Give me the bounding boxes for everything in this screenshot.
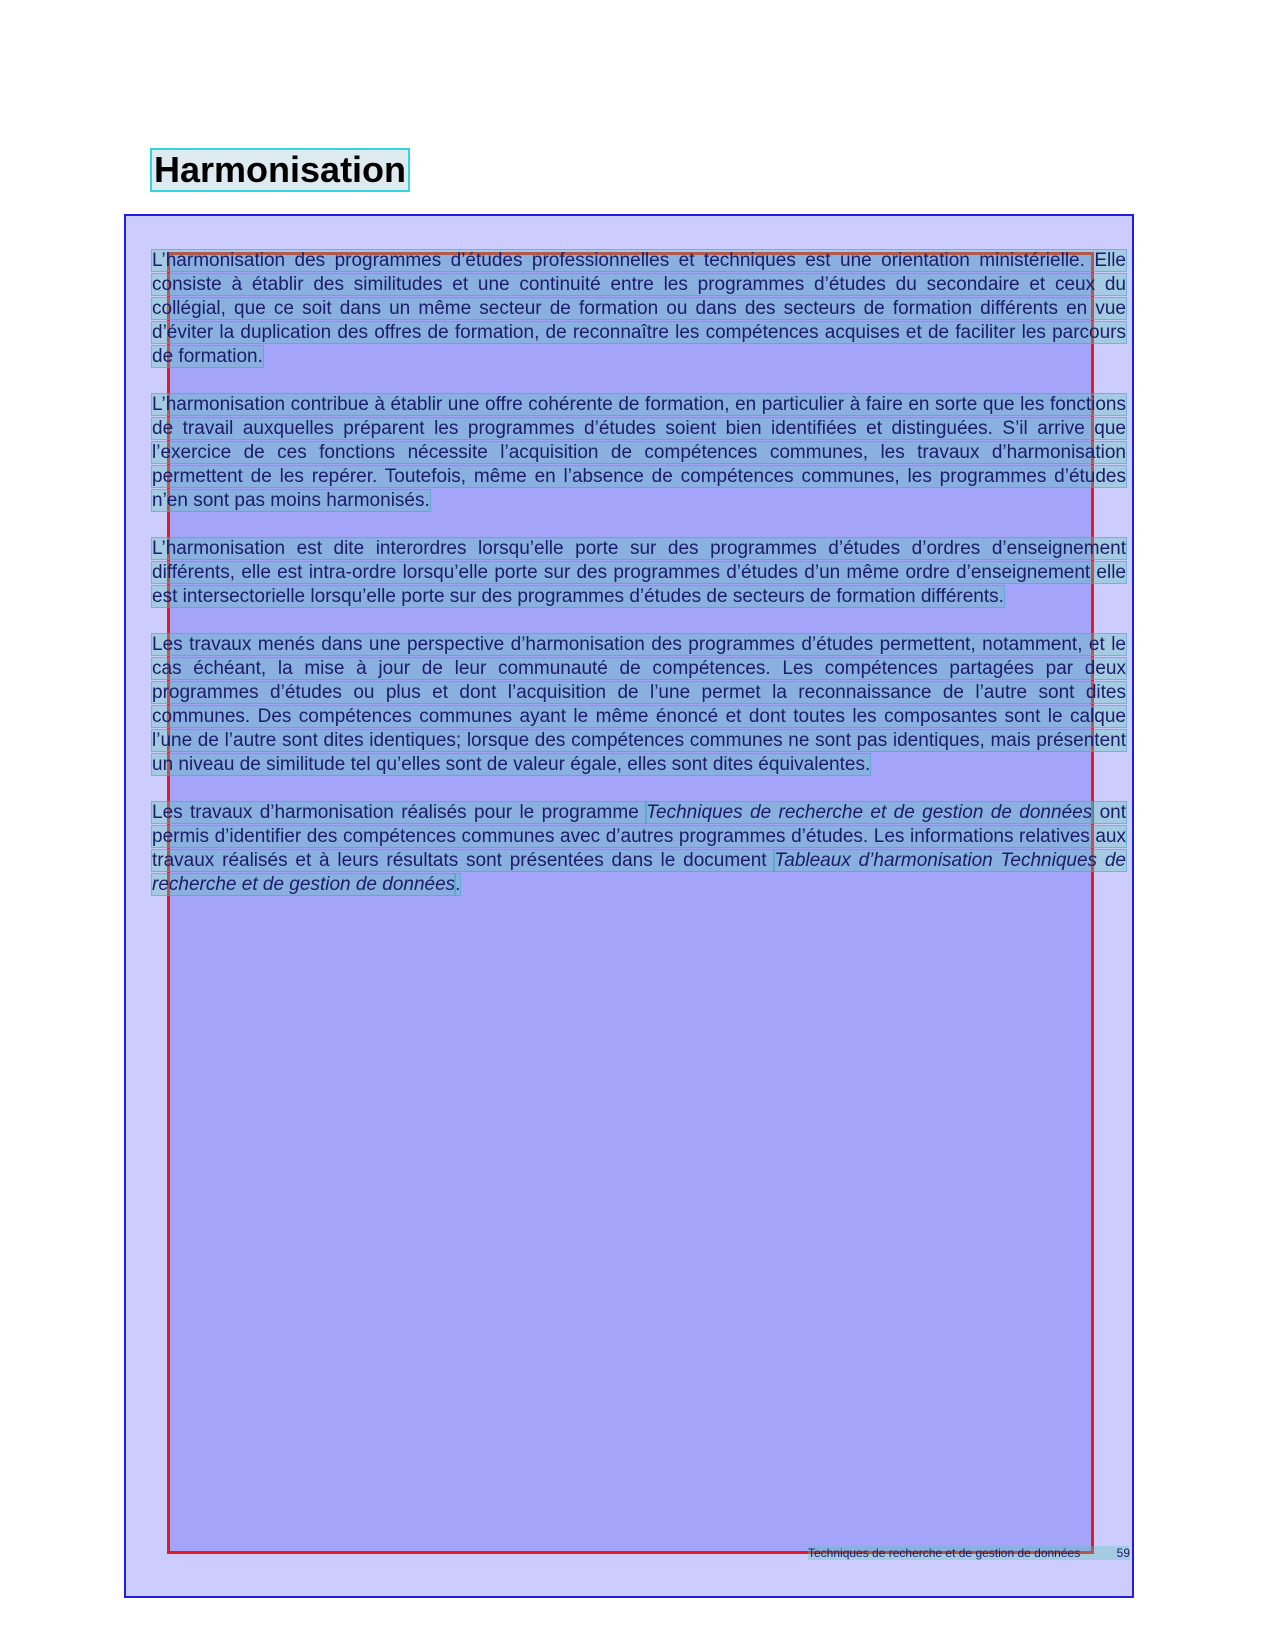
page-title: Harmonisation bbox=[154, 149, 407, 190]
body-text bbox=[152, 249, 1126, 921]
paragraph-5-text-middle: ont permis d’identifier des compétences communes avec d’autres programmes d’études. Les informations relatives aux travaux réalisés et à leurs résultats sont présentées dans le document bbox=[152, 802, 1126, 871]
paragraph-5-text-end: . bbox=[455, 874, 461, 895]
paragraph-1 bbox=[152, 249, 1126, 369]
footer-program-name: Techniques de recherche et de gestion de données bbox=[808, 1546, 1081, 1560]
paragraph-2-text: L’harmonisation contribue à établir une offre cohérente de formation, en particulier à faire en sorte que les fonctions de travail auxquelles préparent les programmes d’études soient bien identifiées et distinguées. S’il arrive que l’exercice de ces fonctions nécessite l’acquisition de compétences communes, les travaux d’harmonisation permettent de les repérer. Toutefois, même en l’absence de compétences communes, les programmes d’études n’en sont pas moins harmonisés. bbox=[152, 394, 1126, 511]
paragraph-3-text: L’harmonisation est dite interordres lorsqu’elle porte sur des programmes d’études d’ordres d’enseignement différents, elle est intra-ordre lorsqu’elle porte sur des programmes d’études d’un même ordre d’enseignement elle est intersectorielle lorsqu’elle porte sur des programmes d’études de secteurs de formation différents. bbox=[152, 538, 1126, 607]
page-footer bbox=[808, 1546, 1130, 1560]
paragraph-4 bbox=[152, 633, 1126, 777]
paragraph-2 bbox=[152, 393, 1126, 513]
harmonisation-tables-title-italic: Tableaux d’harmonisation Techniques de recherche et de gestion de données bbox=[152, 850, 1126, 895]
program-title-italic: Techniques de recherche et de gestion de données bbox=[646, 802, 1093, 823]
footer-page-number: 59 bbox=[1116, 1546, 1130, 1560]
paragraph-5-text-start: Les travaux d’harmonisation réalisés pour le programme bbox=[152, 802, 647, 823]
paragraph-3 bbox=[152, 537, 1126, 609]
paragraph-5 bbox=[152, 801, 1126, 897]
paragraph-4-text: Les travaux menés dans une perspective d’harmonisation des programmes d’études permettent, notamment, et le cas échéant, la mise à jour de leur communauté de compétences. Les compétences partagées par deux programmes d’études ou plus et dont l’acquisition de l’une permet la reconnaissance de l’autre sont dites communes. Des compétences communes ayant le même énoncé et dont toutes les composantes sont le calque l’une de l’autre sont dites identiques; lorsque des compétences communes ne sont pas identiques, mais présentent un niveau de similitude tel qu’elles sont de valeur égale, elles sont dites équivalentes. bbox=[152, 634, 1126, 775]
paragraph-1-text: L’harmonisation des programmes d’études professionnelles et techniques est une orientation ministérielle. Elle consiste à établir des similitudes et une continuité entre les programmes d’études du secondaire et ceux du collégial, que ce soit dans un même secteur de formation ou dans des secteurs de formation différents en vue d’éviter la duplication des offres de formation, de reconnaître les compétences acquises et de faciliter les parcours de formation. bbox=[152, 250, 1126, 367]
